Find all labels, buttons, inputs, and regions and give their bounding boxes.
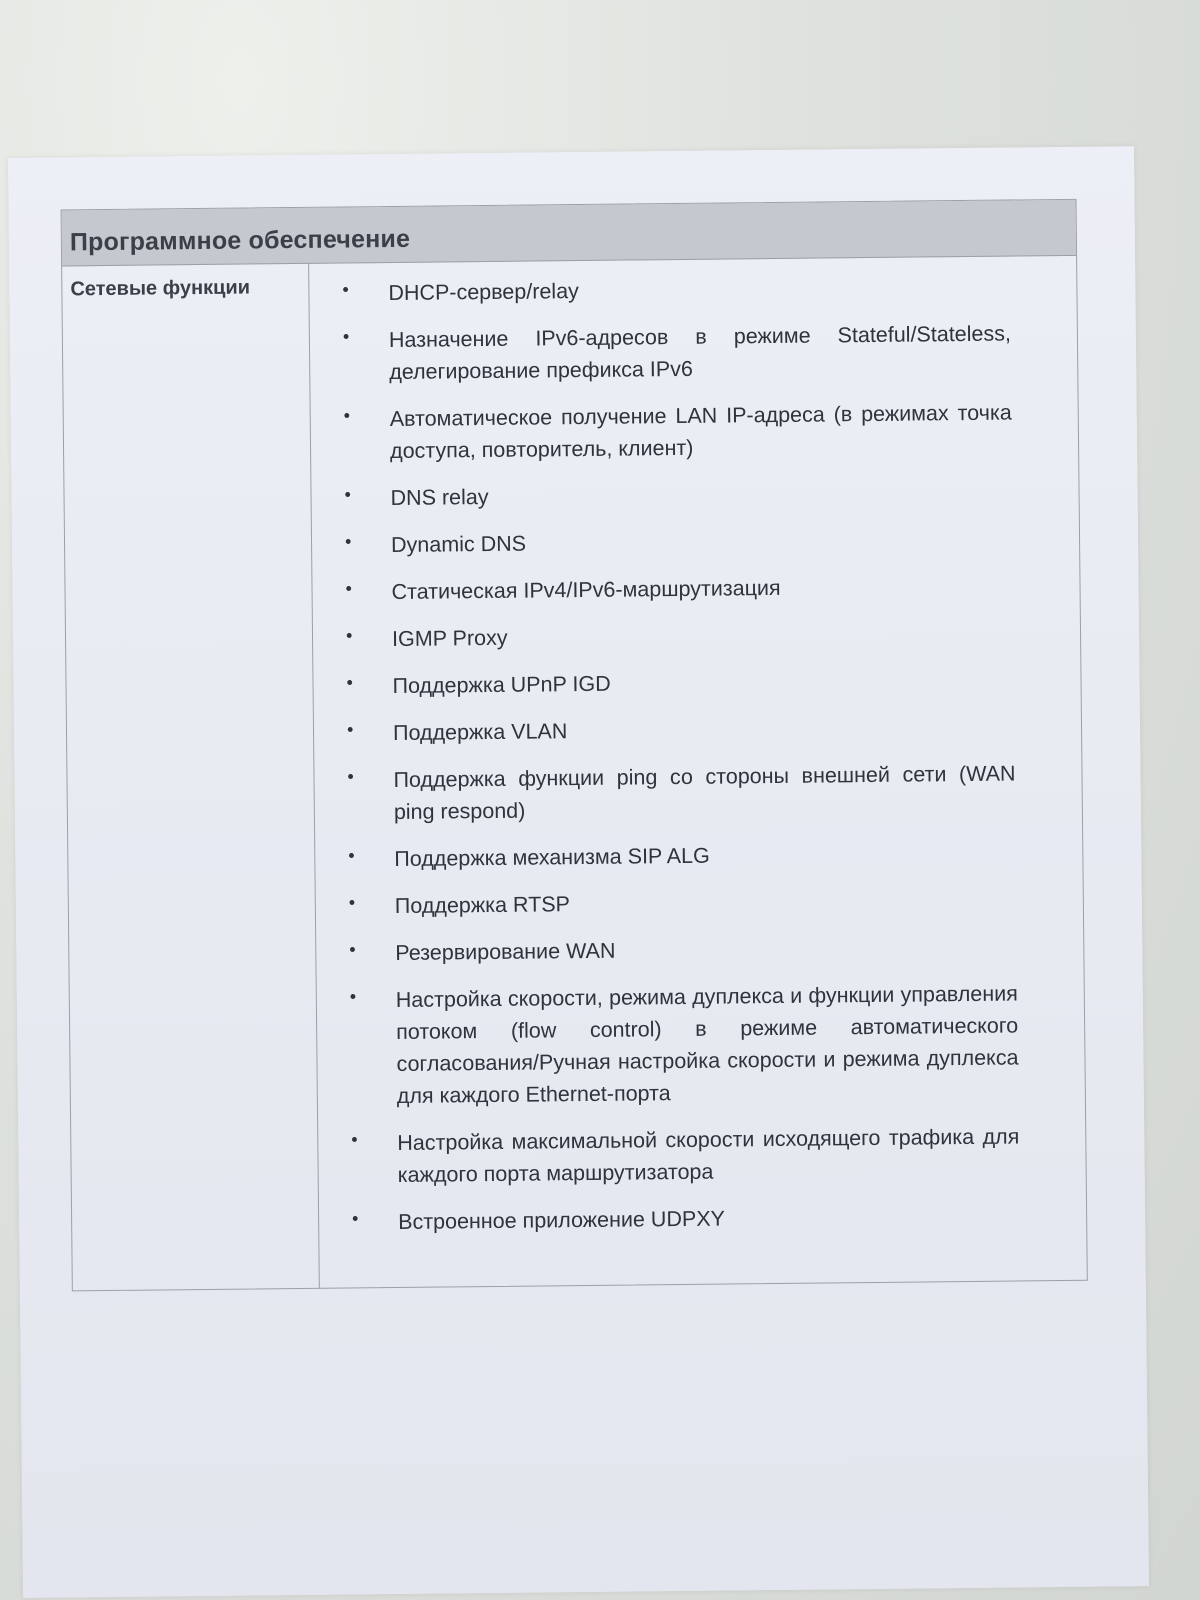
- column-divider: [308, 264, 320, 1288]
- bullet-icon: •: [345, 625, 353, 646]
- bullet-icon: •: [346, 719, 354, 740]
- list-item: [347, 710, 1015, 749]
- feature-text: DNS relay: [390, 484, 489, 511]
- bullet-icon: •: [344, 484, 351, 505]
- feature-text: Автоматическое получение LAN IP-адреса (в режимах точка доступа, повторитель, клиент): [389, 400, 1012, 464]
- bullet-icon: •: [346, 672, 353, 693]
- bullet-icon: •: [342, 326, 350, 347]
- bullet-icon: •: [343, 405, 351, 426]
- list-item: [346, 616, 1014, 655]
- document-page: [8, 146, 1149, 1598]
- list-item: [346, 663, 1014, 702]
- bullet-icon: •: [351, 1129, 358, 1150]
- feature-text: Поддержка VLAN: [392, 719, 568, 745]
- feature-text: Назначение IPv6-адресов в режиме Stateful/Stateless, делегирование префикса IPv6: [388, 321, 1012, 385]
- bullet-icon: •: [349, 986, 357, 1007]
- feature-text: Dynamic DNS: [390, 531, 527, 558]
- section-title: Программное обеспечение: [69, 224, 411, 257]
- bullet-icon: •: [348, 892, 356, 913]
- list-item: [351, 1120, 1020, 1191]
- feature-text: DHCP-сервер/relay: [388, 279, 579, 306]
- list-item: [343, 318, 1012, 389]
- bullet-icon: •: [352, 1208, 359, 1229]
- feature-text: Настройка максимальной скорости исходящего трафика для каждого порта маршрутизатора: [397, 1124, 1020, 1187]
- list-item: [348, 836, 1016, 875]
- list-item: [347, 757, 1016, 828]
- feature-text: Статическая IPv4/IPv6-маршрутизация: [391, 575, 781, 605]
- feature-text: Резервирование WAN: [395, 938, 616, 965]
- list-item: [344, 475, 1012, 514]
- feature-list: [342, 271, 1020, 1254]
- category-label: Сетевые функции: [70, 276, 251, 301]
- feature-text: Поддержка RTSP: [394, 892, 571, 918]
- bullet-icon: •: [349, 939, 356, 960]
- bullet-icon: •: [342, 279, 349, 300]
- list-item: [350, 977, 1019, 1112]
- bullet-icon: •: [347, 766, 354, 787]
- list-item: [349, 883, 1017, 922]
- feature-text: Поддержка функции ping со стороны внешней сети (WAN ping respond): [393, 761, 1016, 824]
- feature-text: Встроенное приложение UDPXY: [398, 1206, 726, 1234]
- spec-table: [61, 199, 1088, 1292]
- list-item: [344, 397, 1013, 468]
- feature-text: Поддержка UPnP IGD: [392, 671, 611, 699]
- list-item: [345, 569, 1013, 608]
- list-item: [349, 930, 1017, 969]
- list-item: [342, 271, 1010, 310]
- feature-text: Поддержка механизма SIP ALG: [394, 843, 710, 871]
- bullet-icon: •: [344, 531, 352, 552]
- list-item: [352, 1199, 1020, 1238]
- feature-text: Настройка скорости, режима дуплекса и функции управления потоком (flow control) в режиме автоматического согласования/Ручная настройка скорости и режима дуплекса для каждого Ethernet-порта: [395, 981, 1019, 1108]
- feature-text: IGMP Proxy: [391, 625, 508, 652]
- bullet-icon: •: [345, 578, 352, 599]
- list-item: [345, 522, 1013, 561]
- table-body: [62, 256, 1087, 1291]
- bullet-icon: •: [348, 845, 355, 866]
